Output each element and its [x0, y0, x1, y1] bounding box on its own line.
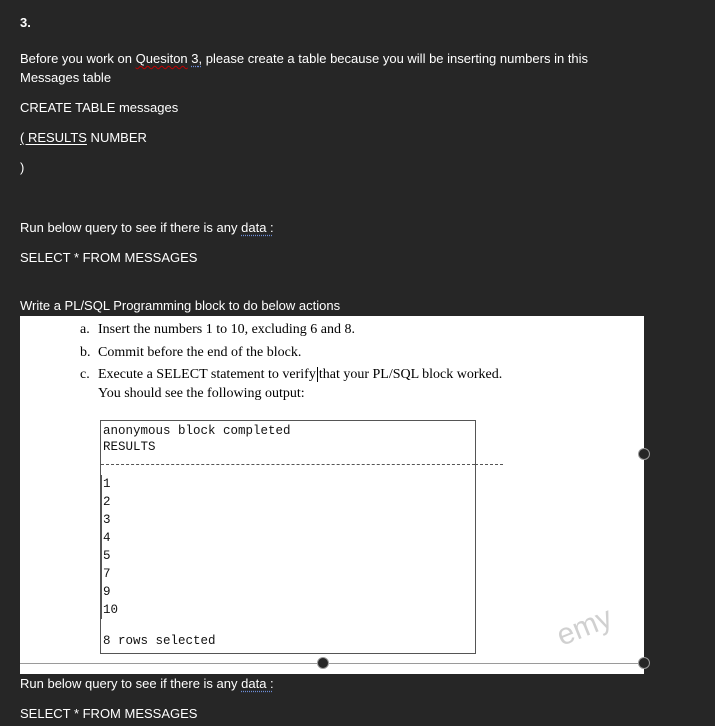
console-divider-extension: [475, 464, 503, 465]
intro-comma: ,: [198, 51, 203, 66]
select-line-1: SELECT * FROM MESSAGES: [20, 250, 198, 265]
result-row: 9: [103, 585, 111, 599]
console-line-1: anonymous block completed: [103, 424, 291, 438]
select-line-2: SELECT * FROM MESSAGES: [20, 706, 198, 721]
intro-text: Before you work on: [20, 51, 136, 66]
instruction-label: a.: [80, 322, 90, 337]
results-column: ( RESULTS: [20, 130, 87, 145]
instruction-label: c.: [80, 367, 90, 382]
embedded-instructions-image[interactable]: [20, 316, 644, 674]
console-footer: 8 rows selected: [103, 634, 216, 648]
data-word: data :: [241, 220, 274, 235]
question-heading: 3.: [20, 15, 31, 30]
instruction-c: [80, 366, 502, 384]
resize-handle-corner[interactable]: [638, 657, 650, 669]
data-word: data :: [241, 676, 274, 691]
write-block-line: Write a PL/SQL Programming block to do below actions: [20, 298, 341, 313]
result-row: 7: [103, 567, 111, 581]
resize-handle-bottom[interactable]: [317, 657, 329, 669]
result-row: 5: [103, 549, 111, 563]
output-intro: You should see the following output:: [98, 386, 305, 401]
instruction-b: [80, 344, 301, 362]
instruction-a: [80, 321, 355, 339]
result-row: 10: [103, 603, 119, 617]
instruction-text: Commit before the end of the block.: [98, 345, 302, 360]
selection-bottom-line: [20, 663, 640, 664]
sql-output-console: [100, 420, 476, 654]
intro-number: 3: [191, 51, 199, 66]
result-row: 3: [103, 513, 111, 527]
watermark: emy: [552, 600, 617, 653]
console-column-bar: [101, 475, 102, 619]
run-query-line-1: [20, 219, 274, 237]
intro-text-rest: please create a table because you will be inserting numbers in this: [202, 51, 589, 66]
instruction-label: b.: [80, 345, 91, 360]
intro-paragraph-line1: [20, 50, 588, 68]
create-table-line: CREATE TABLE messages: [20, 100, 179, 115]
instruction-text: Insert the numbers 1 to 10, excluding 6 and 8.: [98, 322, 356, 337]
instruction-text: Execute a SELECT statement to verify: [98, 367, 316, 382]
result-row: 2: [103, 495, 111, 509]
misspelled-word[interactable]: Quesiton: [135, 51, 188, 66]
close-paren-line: ): [20, 160, 25, 175]
instruction-text: that your PL/SQL block worked.: [318, 367, 503, 382]
run-query-line-2: [20, 675, 274, 693]
intro-paragraph-line2: Messages table: [20, 70, 112, 85]
result-row: 1: [103, 477, 111, 491]
text-cursor: [317, 367, 318, 382]
number-type: NUMBER: [86, 130, 147, 145]
run-query-text: Run below query to see if there is any: [20, 220, 242, 235]
console-line-2: RESULTS: [103, 440, 156, 454]
result-row: 4: [103, 531, 111, 545]
column-definition-line: [20, 129, 147, 147]
resize-handle-right[interactable]: [638, 448, 650, 460]
console-divider: [101, 464, 475, 465]
run-query-text: Run below query to see if there is any: [20, 676, 242, 691]
